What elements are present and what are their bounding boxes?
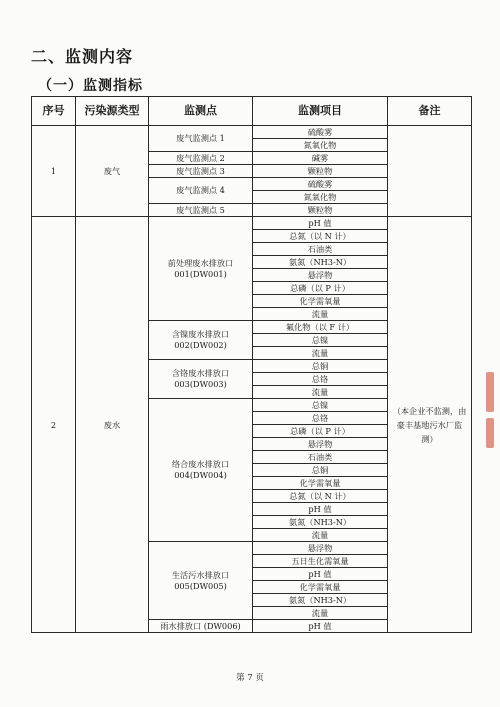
monitoring-item: 总铬: [253, 373, 388, 386]
monitoring-item: pH 值: [253, 217, 388, 230]
monitoring-table: [31, 96, 472, 633]
monitoring-item: 化学需氧量: [253, 477, 388, 490]
monitoring-item: 悬浮物: [253, 438, 388, 451]
margin-stamp-mark: [486, 418, 494, 448]
monitoring-item: 硫酸雾: [253, 126, 388, 139]
monitoring-item: pH 值: [253, 620, 388, 633]
monitoring-item: pH 值: [253, 568, 388, 581]
monitoring-item: 流量: [253, 386, 388, 399]
monitoring-item: 颗粒物: [253, 204, 388, 217]
monitoring-item: 碱雾: [253, 152, 388, 165]
monitoring-point: 废气监测点 4: [149, 178, 253, 204]
monitoring-item: 石油类: [253, 451, 388, 464]
monitoring-item: 总氮（以 N 计）: [253, 230, 388, 243]
monitoring-point: 废气监测点 5: [149, 204, 253, 217]
subsection-heading: （一）监测指标: [38, 78, 143, 94]
monitoring-item: 流量: [253, 529, 388, 542]
table-body: [32, 126, 472, 633]
monitoring-item: 流量: [253, 347, 388, 360]
section-heading: 二、监测内容: [31, 47, 134, 66]
monitoring-point: 废气监测点 2: [149, 152, 253, 165]
monitoring-item: 总镍: [253, 399, 388, 412]
column-header: 备注: [388, 97, 472, 126]
row-number: 2: [32, 217, 76, 633]
table-row: [32, 217, 472, 230]
column-header: 污染源类型: [76, 97, 149, 126]
monitoring-item: 化学需氧量: [253, 581, 388, 594]
monitoring-item: 悬浮物: [253, 542, 388, 555]
pollution-source-type: 废气: [76, 126, 149, 217]
margin-stamp-mark: [486, 372, 494, 412]
monitoring-item: 颗粒物: [253, 165, 388, 178]
monitoring-point: 废气监测点 3: [149, 165, 253, 178]
column-header: 序号: [32, 97, 76, 126]
column-header: 监测项目: [253, 97, 388, 126]
monitoring-item: 总镍: [253, 334, 388, 347]
monitoring-item: 流量: [253, 308, 388, 321]
monitoring-item: 氮氧化物: [253, 191, 388, 204]
monitoring-item: 氨氮（NH3-N）: [253, 516, 388, 529]
monitoring-point: 络合废水排放口 004(DW004): [149, 399, 253, 542]
monitoring-item: 总氮（以 N 计）: [253, 490, 388, 503]
monitoring-point: 生活污水排放口 005(DW005): [149, 542, 253, 620]
monitoring-point: 含铬废水排放口 003(DW003): [149, 360, 253, 399]
monitoring-item: 总磷（以 P 计）: [253, 282, 388, 295]
monitoring-item: 总铜: [253, 360, 388, 373]
row-number: 1: [32, 126, 76, 217]
monitoring-item: 氨氮（NH3-N）: [253, 594, 388, 607]
monitoring-point: 雨水排放口 (DW006): [149, 620, 253, 633]
monitoring-item: 总铜: [253, 464, 388, 477]
monitoring-item: 氮氧化物: [253, 139, 388, 152]
monitoring-point: 废气监测点 1: [149, 126, 253, 152]
monitoring-item: 总磷（以 P 计）: [253, 425, 388, 438]
monitoring-item: 硫酸雾: [253, 178, 388, 191]
monitoring-point: 含镍废水排放口 002(DW002): [149, 321, 253, 360]
monitoring-item: 悬浮物: [253, 269, 388, 282]
monitoring-item: 化学需氧量: [253, 295, 388, 308]
table-header-row: [32, 97, 472, 126]
page-number: 第 7 页: [236, 673, 264, 683]
monitoring-item: 流量: [253, 607, 388, 620]
pollution-source-type: 废水: [76, 217, 149, 633]
monitoring-item: pH 值: [253, 503, 388, 516]
monitoring-item: 总铬: [253, 412, 388, 425]
table-row: [32, 126, 472, 139]
monitoring-item: 氟化物（以 F 计）: [253, 321, 388, 334]
monitoring-point: 前处理废水排放口 001(DW001): [149, 217, 253, 321]
monitoring-item: 氨氮（NH3-N）: [253, 256, 388, 269]
remark: [388, 126, 472, 217]
column-header: 监测点: [149, 97, 253, 126]
monitoring-item: 石油类: [253, 243, 388, 256]
remark: （本企业不监测，由豪丰基地污水厂监测）: [388, 217, 472, 633]
monitoring-item: 五日生化需氧量: [253, 555, 388, 568]
